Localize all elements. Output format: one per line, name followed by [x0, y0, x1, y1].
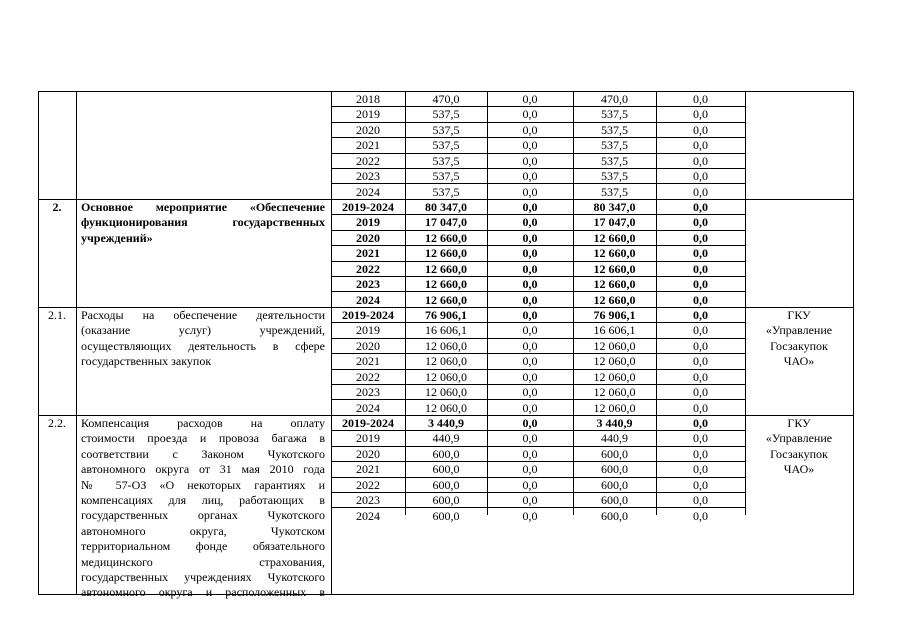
total-amount-cell: 600,0: [432, 477, 460, 492]
year-cell: 2018: [356, 92, 380, 106]
total-amount-cell: 12 660,0: [425, 277, 467, 292]
total-amount-cell: 76 906,1: [425, 308, 467, 322]
year-cell: 2019: [356, 107, 380, 122]
description-line: государственных закупок: [81, 354, 212, 369]
row-number-2-2: 2.2.: [48, 416, 66, 430]
total-amount-cell: 537,5: [432, 184, 460, 199]
okrug-budget-cell: 537,5: [601, 107, 628, 122]
description-line: государственных органах Чукотского: [81, 508, 325, 523]
total-amount-cell: 16 606,1: [425, 323, 467, 338]
okrug-budget-cell: 3 440,9: [596, 416, 633, 430]
total-amount-cell: 12 060,0: [425, 354, 467, 369]
item-2-1-description: [81, 308, 325, 370]
row-number-2-1: 2.1.: [48, 308, 66, 322]
year-cell: 2019-2024: [342, 416, 394, 430]
total-amount-cell: 12 060,0: [425, 369, 467, 384]
description-line: стоимости проезда и провоза багажа в: [81, 431, 325, 446]
description-line: (оказание услуг) учреждений,: [81, 323, 325, 338]
year-cell: 2023: [356, 493, 380, 508]
total-amount-cell: 12 060,0: [425, 385, 467, 400]
total-amount-cell: 12 660,0: [425, 246, 467, 261]
other-sources-cell: 0,0: [693, 153, 708, 168]
description-line: государственных учреждениях Чукотского: [81, 569, 325, 584]
federal-budget-cell: 0,0: [522, 385, 538, 400]
okrug-budget-cell: 537,5: [601, 184, 628, 199]
total-amount-cell: 537,5: [432, 153, 460, 168]
total-amount-cell: 12 660,0: [425, 292, 467, 307]
okrug-budget-cell: 12 060,0: [593, 338, 636, 353]
executor-line: «Управление: [765, 323, 833, 338]
okrug-budget-cell: 12 060,0: [593, 385, 636, 400]
year-cell: 2022: [356, 261, 380, 276]
total-amount-cell: 600,0: [432, 462, 460, 477]
federal-budget-cell: 0,0: [522, 122, 538, 137]
other-sources-cell: 0,0: [693, 323, 708, 338]
item-2-1-executor: [745, 308, 853, 370]
okrug-budget-cell: 80 347,0: [593, 200, 636, 214]
federal-budget-cell: 0,0: [522, 369, 538, 384]
other-sources-cell: 0,0: [693, 446, 708, 461]
executor-line: ГКУ: [787, 308, 811, 322]
description-line: автономного округа от 31 мая 2010 года: [81, 462, 325, 477]
row-number-2: 2.: [52, 200, 62, 214]
item-2-2-description: [81, 416, 325, 601]
okrug-budget-cell: 12 660,0: [593, 292, 636, 307]
other-sources-cell: 0,0: [693, 508, 708, 523]
description-line: автономного округа и расположенных в: [81, 585, 325, 600]
year-cell: 2021: [356, 462, 380, 477]
item-2-2-executor: [745, 416, 853, 478]
year-cell: 2019: [356, 215, 380, 230]
okrug-budget-cell: 12 060,0: [593, 400, 636, 415]
other-sources-cell: 0,0: [693, 200, 708, 214]
other-sources-cell: 0,0: [693, 215, 708, 230]
other-sources-cell: 0,0: [693, 308, 708, 322]
federal-budget-cell: 0,0: [522, 92, 538, 106]
year-cell: 2019: [356, 431, 380, 446]
total-amount-cell: 80 347,0: [425, 200, 467, 214]
other-sources-cell: 0,0: [693, 184, 708, 199]
executor-line: Госзакупок: [770, 446, 828, 461]
okrug-budget-cell: 12 060,0: [593, 369, 636, 384]
federal-budget-cell: 0,0: [522, 153, 538, 168]
okrug-budget-cell: 600,0: [601, 446, 628, 461]
total-amount-cell: 600,0: [432, 493, 460, 508]
description-line: соответствии с Законом Чукотского: [81, 446, 325, 461]
federal-budget-cell: 0,0: [522, 169, 538, 184]
total-amount-cell: 12 660,0: [425, 230, 467, 245]
executor-line: ГКУ: [787, 416, 811, 430]
federal-budget-cell: 0,0: [522, 184, 538, 199]
okrug-budget-cell: 600,0: [601, 508, 628, 523]
year-cell: 2021: [356, 246, 380, 261]
year-cell: 2022: [356, 369, 380, 384]
year-cell: 2022: [356, 477, 380, 492]
okrug-budget-cell: 12 660,0: [593, 246, 636, 261]
federal-budget-cell: 0,0: [522, 230, 538, 245]
federal-budget-cell: 0,0: [522, 323, 538, 338]
description-line: функционирования государственных: [81, 215, 325, 230]
year-cell: 2023: [356, 169, 380, 184]
federal-budget-cell: 0,0: [522, 308, 538, 322]
other-sources-cell: 0,0: [693, 107, 708, 122]
okrug-budget-cell: 12 660,0: [593, 277, 636, 292]
total-amount-cell: 12 660,0: [425, 261, 467, 276]
other-sources-cell: 0,0: [693, 261, 708, 276]
other-sources-cell: 0,0: [693, 431, 708, 446]
total-amount-cell: 3 440,9: [428, 416, 464, 430]
federal-budget-cell: 0,0: [522, 416, 538, 430]
okrug-budget-cell: 76 906,1: [593, 308, 636, 322]
total-amount-cell: 12 060,0: [425, 338, 467, 353]
okrug-budget-cell: 440,9: [601, 431, 628, 446]
other-sources-cell: 0,0: [693, 138, 708, 153]
executor-line: «Управление: [765, 431, 833, 446]
okrug-budget-cell: 12 660,0: [593, 261, 636, 276]
federal-budget-cell: 0,0: [522, 246, 538, 261]
description-line: Основное мероприятие «Обеспечение: [81, 200, 325, 214]
other-sources-cell: 0,0: [693, 246, 708, 261]
federal-budget-cell: 0,0: [522, 477, 538, 492]
other-sources-cell: 0,0: [693, 462, 708, 477]
federal-budget-cell: 0,0: [522, 107, 538, 122]
year-cell: 2020: [356, 122, 380, 137]
description-line: осуществляющих деятельность в сфере: [81, 338, 325, 353]
year-cell: 2021: [356, 354, 380, 369]
year-cell: 2023: [356, 385, 380, 400]
year-cell: 2019: [356, 323, 380, 338]
other-sources-cell: 0,0: [693, 230, 708, 245]
other-sources-cell: 0,0: [693, 122, 708, 137]
total-amount-cell: 537,5: [432, 169, 460, 184]
year-cell: 2024: [356, 508, 380, 523]
other-sources-cell: 0,0: [693, 277, 708, 292]
total-amount-cell: 600,0: [432, 508, 460, 523]
other-sources-cell: 0,0: [693, 493, 708, 508]
other-sources-cell: 0,0: [693, 369, 708, 384]
item-2-description: [81, 200, 325, 246]
other-sources-cell: 0,0: [693, 416, 708, 430]
okrug-budget-cell: 537,5: [601, 153, 628, 168]
executor-line: Госзакупок: [770, 338, 828, 353]
other-sources-cell: 0,0: [693, 92, 708, 106]
year-cell: 2024: [356, 292, 380, 307]
other-sources-cell: 0,0: [693, 169, 708, 184]
okrug-budget-cell: 537,5: [601, 138, 628, 153]
okrug-budget-cell: 12 660,0: [593, 230, 636, 245]
year-cell: 2019-2024: [342, 308, 394, 322]
total-amount-cell: 537,5: [432, 107, 460, 122]
description-line: автономного округа, Чукотском: [81, 523, 325, 538]
executor-line: ЧАО»: [783, 354, 815, 369]
year-cell: 2020: [356, 446, 380, 461]
okrug-budget-cell: 600,0: [601, 493, 628, 508]
federal-budget-cell: 0,0: [522, 138, 538, 153]
year-cell: 2020: [356, 230, 380, 245]
total-amount-cell: 17 047,0: [425, 215, 467, 230]
year-cell: 2023: [356, 277, 380, 292]
okrug-budget-cell: 470,0: [601, 92, 628, 106]
total-amount-cell: 537,5: [432, 138, 460, 153]
other-sources-cell: 0,0: [693, 477, 708, 492]
okrug-budget-cell: 537,5: [601, 122, 628, 137]
federal-budget-cell: 0,0: [522, 354, 538, 369]
okrug-budget-cell: 537,5: [601, 169, 628, 184]
description-line: № 57-ОЗ «О некоторых гарантиях и: [81, 477, 325, 492]
year-cell: 2021: [356, 138, 380, 153]
other-sources-cell: 0,0: [693, 292, 708, 307]
description-line: Компенсация расходов на оплату: [81, 416, 325, 430]
other-sources-cell: 0,0: [693, 400, 708, 415]
okrug-budget-cell: 17 047,0: [593, 215, 636, 230]
federal-budget-cell: 0,0: [522, 261, 538, 276]
federal-budget-cell: 0,0: [522, 446, 538, 461]
total-amount-cell: 470,0: [432, 92, 460, 106]
federal-budget-cell: 0,0: [522, 462, 538, 477]
federal-budget-cell: 0,0: [522, 215, 538, 230]
total-amount-cell: 12 060,0: [425, 400, 467, 415]
description-line: Расходы на обеспечение деятельности: [81, 308, 325, 322]
federal-budget-cell: 0,0: [522, 200, 538, 214]
okrug-budget-cell: 600,0: [601, 462, 628, 477]
description-line: компенсациях для лиц, работающих в: [81, 492, 325, 507]
year-cell: 2022: [356, 153, 380, 168]
federal-budget-cell: 0,0: [522, 292, 538, 307]
year-cell: 2024: [356, 400, 380, 415]
okrug-budget-cell: 16 606,1: [593, 323, 636, 338]
year-cell: 2020: [356, 338, 380, 353]
executor-line: ЧАО»: [783, 462, 815, 477]
federal-budget-cell: 0,0: [522, 338, 538, 353]
federal-budget-cell: 0,0: [522, 431, 538, 446]
other-sources-cell: 0,0: [693, 338, 708, 353]
description-line: территориальном фонде обязательного: [81, 539, 325, 554]
federal-budget-cell: 0,0: [522, 493, 538, 508]
federal-budget-cell: 0,0: [522, 400, 538, 415]
year-cell: 2024: [356, 184, 380, 199]
other-sources-cell: 0,0: [693, 385, 708, 400]
total-amount-cell: 537,5: [432, 122, 460, 137]
total-amount-cell: 600,0: [432, 446, 460, 461]
other-sources-cell: 0,0: [693, 354, 708, 369]
description-line: учреждений»: [81, 230, 153, 245]
description-line: медицинского страхования,: [81, 554, 325, 569]
okrug-budget-cell: 12 060,0: [593, 354, 636, 369]
total-amount-cell: 440,9: [432, 431, 460, 446]
okrug-budget-cell: 600,0: [601, 477, 628, 492]
year-cell: 2019-2024: [342, 200, 394, 214]
federal-budget-cell: 0,0: [522, 277, 538, 292]
federal-budget-cell: 0,0: [522, 508, 538, 523]
